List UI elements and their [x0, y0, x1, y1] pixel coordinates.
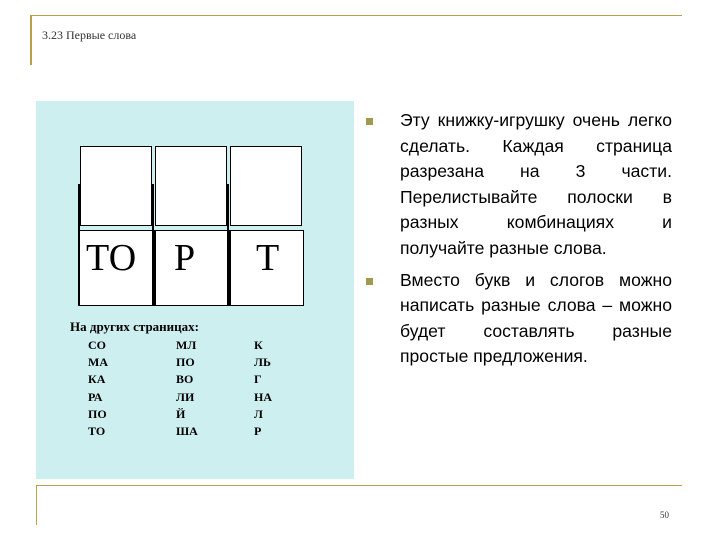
page-number: 50 — [660, 510, 669, 520]
slide-title: 3.23 Первые слова — [42, 28, 137, 42]
list-item: НА — [254, 389, 272, 404]
book-figure — [78, 146, 304, 308]
other-pages-label: На других страницах: — [70, 319, 199, 334]
book-page-top-3 — [230, 146, 302, 226]
list-item: ПО — [88, 406, 107, 421]
book-edge-left — [78, 184, 80, 306]
bullet-list — [366, 108, 672, 370]
syllable-column-1 — [88, 337, 108, 440]
slide-bottom-rule — [36, 485, 682, 486]
list-item: Р — [254, 423, 262, 438]
list-item: ЛИ — [176, 389, 195, 404]
book-edge-mid-1 — [152, 184, 154, 306]
bullet-text-1: Эту книжку-игрушку очень легко сделать. Каждая страница разрезана на 3 части. Перелистывайте полоски в разных комбинациях и получайте разные слова. — [400, 110, 672, 258]
bullet-item-2 — [366, 268, 672, 370]
slide-top-rule — [30, 15, 682, 16]
syllable-1: ТО — [86, 237, 137, 279]
syllable-column-3 — [254, 337, 272, 440]
list-item: ТО — [88, 423, 106, 438]
book-page-top-1 — [80, 146, 152, 226]
bullet-item-1 — [366, 108, 672, 262]
list-item: СО — [88, 338, 106, 352]
list-item: ЛЬ — [254, 355, 271, 370]
list-item: МЛ — [176, 338, 197, 352]
syllable-3: Т — [256, 237, 280, 279]
slide-bottom-left-rule — [36, 485, 37, 525]
book-divider-2 — [229, 230, 231, 306]
syllable-column-2 — [176, 337, 198, 440]
bullet-text-2: Вместо букв и слогов можно написать разные слова – можно будет составлять разные простые предложения. — [400, 269, 672, 367]
list-item: Л — [254, 406, 263, 421]
list-item: РА — [88, 389, 103, 404]
square-bullet-icon — [366, 118, 373, 125]
list-item: ПО — [176, 355, 195, 370]
list-item: МА — [88, 355, 108, 370]
list-item: К — [254, 338, 263, 352]
syllable-2: Р — [174, 237, 196, 279]
list-item: Й — [176, 406, 186, 421]
list-item: ША — [176, 423, 198, 438]
book-divider-1 — [154, 230, 156, 306]
book-page-top-2 — [155, 146, 227, 226]
list-item: ВО — [176, 372, 194, 387]
illustration-panel — [36, 101, 354, 479]
slide-left-rule — [30, 15, 32, 65]
list-item: Г — [254, 372, 262, 387]
book-edge-mid-2 — [227, 184, 229, 306]
list-item: КА — [88, 372, 106, 387]
square-bullet-icon — [366, 278, 373, 285]
